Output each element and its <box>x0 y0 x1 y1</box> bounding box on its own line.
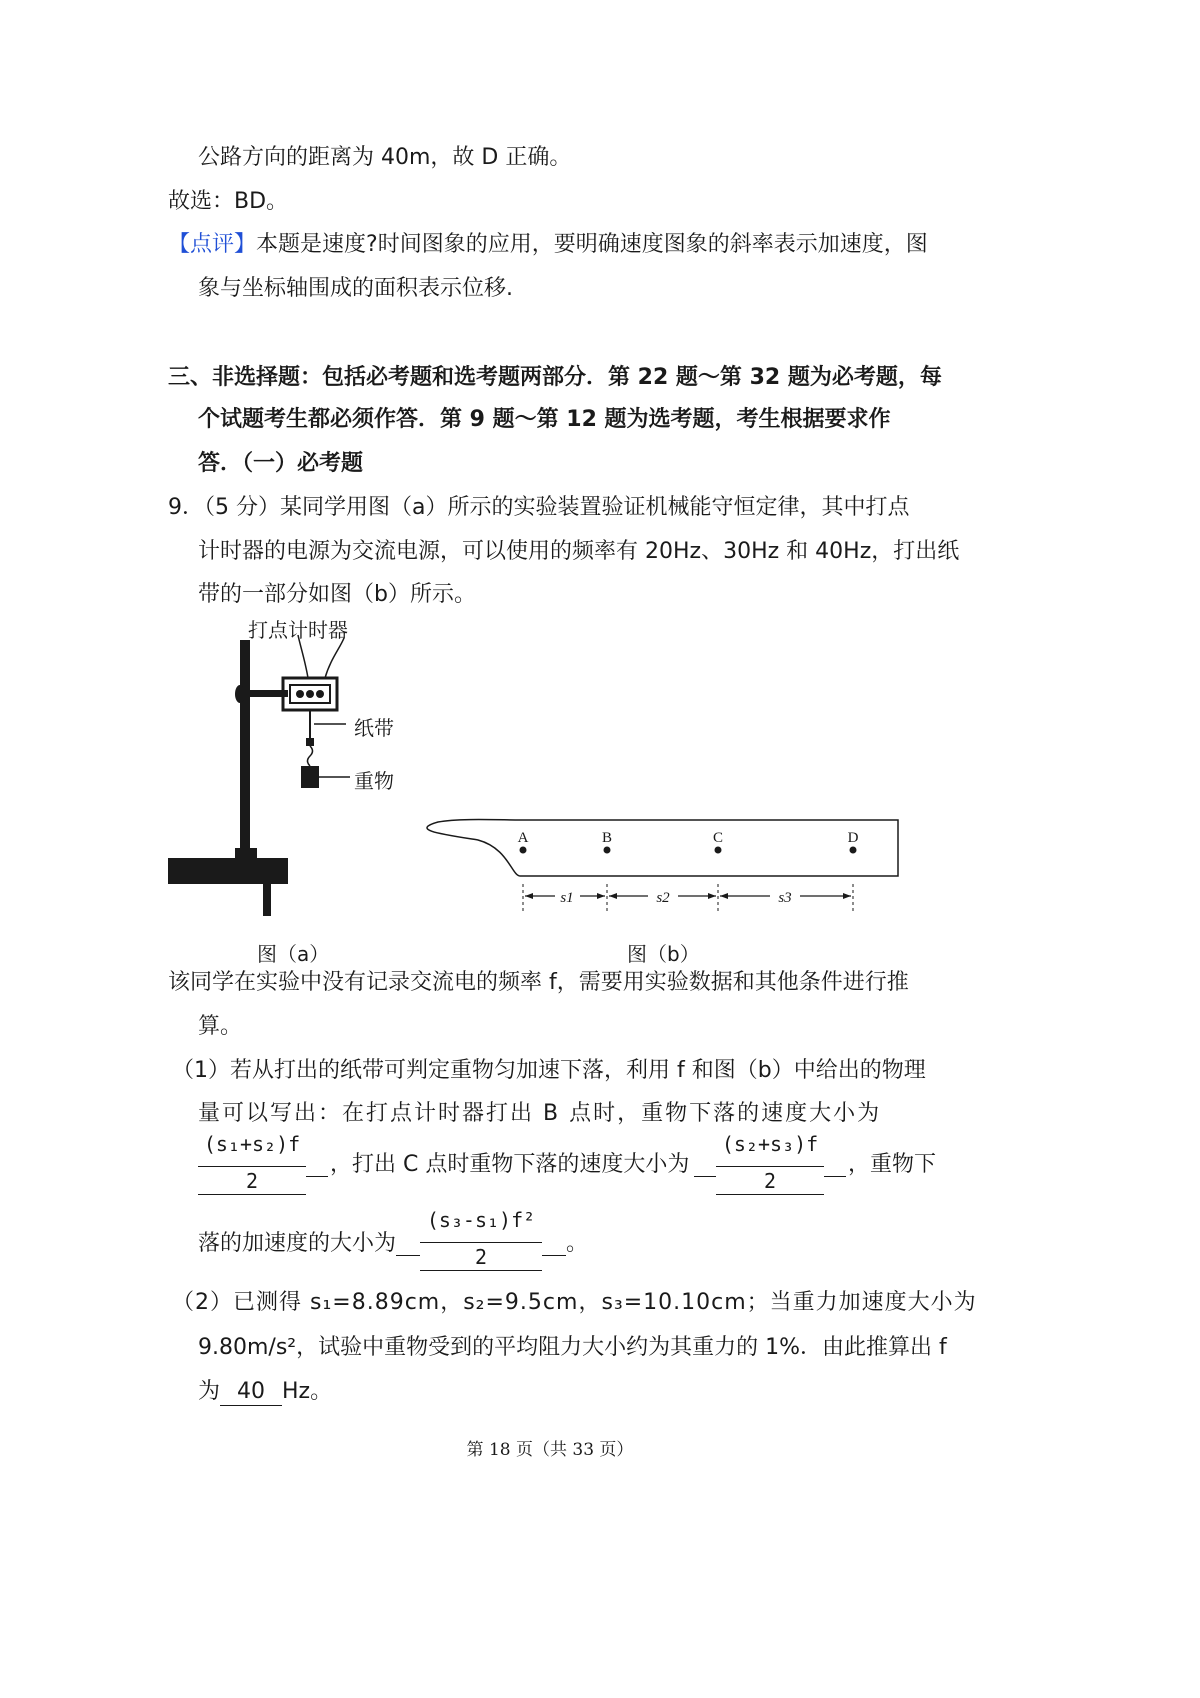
blank-underline <box>694 1176 716 1177</box>
part2-suffix: Hz。 <box>282 1379 333 1404</box>
comment-tag: 【点评】 <box>168 232 257 257</box>
answer-a-denominator: 2 <box>474 1245 488 1269</box>
part2-answer: 40 <box>220 1379 282 1406</box>
tape-label: 纸带 <box>354 716 394 740</box>
part2-prefix: 为 <box>198 1379 221 1404</box>
blank-underline <box>542 1255 566 1256</box>
segment-s1: s1 <box>560 890 574 906</box>
prev-comment <box>168 230 928 260</box>
answer-vc-fraction <box>716 1132 824 1196</box>
q9-after-line1: 该同学在实验中没有记录交流电的频率 f，需要用实验数据和其他条件进行推 <box>168 970 909 995</box>
figure-b-tape <box>420 808 910 928</box>
answer-a-fraction <box>420 1208 542 1272</box>
point-a: A <box>517 830 529 846</box>
fraction-bar <box>716 1166 824 1167</box>
section-heading-line1: 三、非选择题：包括必考题和选考题两部分．第 22 题～第 32 题为必考题，每 <box>168 365 942 390</box>
part1-line4: 落的加速度的大小为 <box>198 1231 397 1256</box>
section-heading-line3: 答．（一）必考题 <box>198 451 364 476</box>
comment-text: 本题是速度?时间图象的应用，要明确速度图象的斜率表示加速度，图 <box>256 232 928 257</box>
segment-s2: s2 <box>656 890 670 906</box>
figure-b-caption: 图（b） <box>627 942 700 966</box>
figure-a-caption: 图（a） <box>257 942 330 966</box>
prev-comment-line2: 象与坐标轴围成的面积表示位移. <box>198 276 513 301</box>
blank-underline <box>824 1176 846 1177</box>
answer-underline <box>198 1194 306 1195</box>
q9-line2: 计时器的电源为交流电源，可以使用的频率有 20Hz、30Hz 和 40Hz，打出纸 <box>198 539 960 564</box>
answer-vb-numerator: (s₁+s₂)f <box>203 1132 301 1156</box>
prev-answer-line: 公路方向的距离为 40m，故 D 正确。 <box>198 145 572 170</box>
blank-underline <box>396 1255 420 1256</box>
q9-line3: 带的一部分如图（b）所示。 <box>198 582 476 607</box>
fraction-bar <box>420 1242 542 1243</box>
part2-line1: （2）已测得 s₁=8.89cm，s₂=9.5cm，s₃=10.10cm；当重力加速度大小为 <box>172 1290 977 1315</box>
answer-a-numerator: (s₃-s₁)f² <box>426 1208 536 1232</box>
timer-label: 打点计时器 <box>248 618 348 642</box>
part2-line3 <box>198 1377 332 1407</box>
part1-mid-text: ，打出 C 点时重物下落的速度大小为 <box>330 1152 690 1177</box>
q9-line1: 9．（5 分）某同学用图（a）所示的实验装置验证机械能守恒定律，其中打点 <box>168 495 910 520</box>
answer-underline <box>716 1194 824 1195</box>
answer-vc-numerator: (s₂+s₃)f <box>721 1132 819 1156</box>
figure-a-apparatus <box>160 610 440 930</box>
answer-vb-denominator: 2 <box>245 1169 259 1193</box>
part2-line2: 9.80m/s²，试验中重物受到的平均阻力大小约为其重力的 1%．由此推算出 f <box>198 1335 947 1360</box>
blank-underline <box>306 1176 328 1177</box>
section-heading-line2: 个试题考生都必须作答．第 9 题～第 12 题为选考题，考生根据要求作 <box>198 407 891 432</box>
segment-s3: s3 <box>778 890 792 906</box>
part1-line4-end: 。 <box>566 1231 589 1256</box>
point-b: B <box>601 830 613 846</box>
weight-label: 重物 <box>354 769 394 793</box>
answer-underline <box>420 1270 542 1271</box>
prev-choice-line: 故选：BD。 <box>168 189 289 214</box>
answer-vb-fraction <box>198 1132 306 1196</box>
q9-after-line2: 算。 <box>198 1014 243 1039</box>
point-c: C <box>712 830 724 846</box>
part1-end-text: ，重物下 <box>848 1152 937 1177</box>
page-footer: 第 18 页（共 33 页） <box>466 1440 634 1460</box>
point-d: D <box>847 830 859 846</box>
part1-line2: 量可以写出：在打点计时器打出 B 点时，重物下落的速度大小为 <box>198 1101 882 1126</box>
answer-vc-denominator: 2 <box>763 1169 777 1193</box>
fraction-bar <box>198 1166 306 1167</box>
part1-line1: （1）若从打出的纸带可判定重物匀加速下落，利用 f 和图（b）中给出的物理 <box>172 1058 926 1083</box>
